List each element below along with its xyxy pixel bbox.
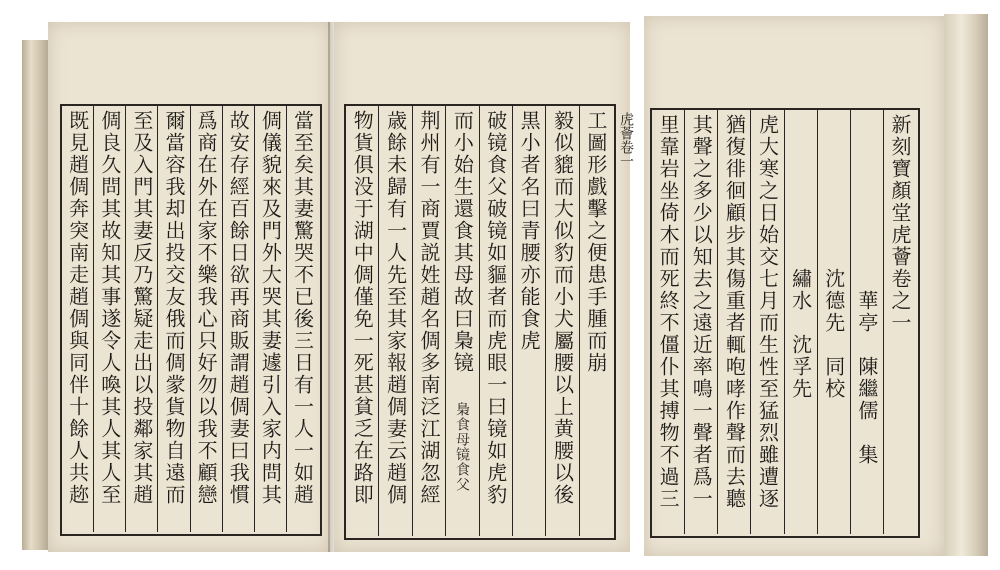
middle-page [334,22,634,552]
red-annotation: 梟食母镜食父 [454,402,470,492]
text-column: 爲商在外在家不樂我心只好勿以我不顧戀 [190,106,222,532]
text-column: 破镜食父破镜如貙者而虎眼一曰镜如虎豹 [479,106,512,536]
text-column: 新刻寶顏堂虎薈卷之一 [883,110,916,534]
middle-page-columns [346,106,612,536]
text-column: 而小始生還食其母故曰梟镜 [445,106,478,536]
text-column: 物貨俱没于湖中倜僅免一死甚貧乏在路即 [350,110,375,506]
right-page [644,16,944,556]
fold-margin-label: 虎薈卷一 [618,112,634,168]
text-column: 繡水 沈孚先 [784,110,817,534]
text-column: 華亭 陳繼儒 集 [850,110,883,534]
text-column: 歳餘未歸有一人先至其家報趙倜妻云趙倜 [378,106,411,536]
left-page [48,22,330,552]
text-column: 倜儀貌來及門外大哭其妻遽引入家内問其 [254,106,286,532]
text-column: 沈德先 同校 [817,110,850,534]
text-column: 當至矣其妻驚哭不已後三日有一人一如趙 [286,106,318,532]
text-column: 倜良久問其故知其事遂令人喚其人其人至 [93,106,125,532]
text-column: 虎大寒之日始交七月而生性至猛烈雖遭逐 [750,110,783,534]
book-spine [944,14,988,556]
text-column: 里靠岩坐倚木而死終不僵仆其搏物不過三 [656,114,681,510]
text-column: 猶復徘徊顧步其傷重者輒咆哮作聲而去聽 [717,110,750,534]
right-page-columns [652,110,916,534]
left-page-columns [62,106,318,532]
text-column: 既見趙倜奔突南走趙倜與同伴十餘人共趂 [65,110,90,506]
text-column: 工圖形戲擊之便患手腫而崩 [579,106,612,536]
text-column: 荆州有一商賈説姓趙名倜多南泛江湖忽經 [412,106,445,536]
text-column: 至及入門其妻反乃驚疑走出以投鄰家其趙 [125,106,157,532]
text-column: 其聲之多少以知去之遠近率鳴一聲者爲一 [684,110,717,534]
text-column: 故安存經百餘日欲再商販謂趙倜妻曰我慣 [222,106,254,532]
text-column: 黒小者名曰青腰亦能食虎 [512,106,545,536]
text-column: 毅似貔而大似豹而小犬屬腰以上黄腰以後 [545,106,578,536]
text-column: 爾當容我却出投交友俄而倜䝉貨物自遠而 [157,106,189,532]
